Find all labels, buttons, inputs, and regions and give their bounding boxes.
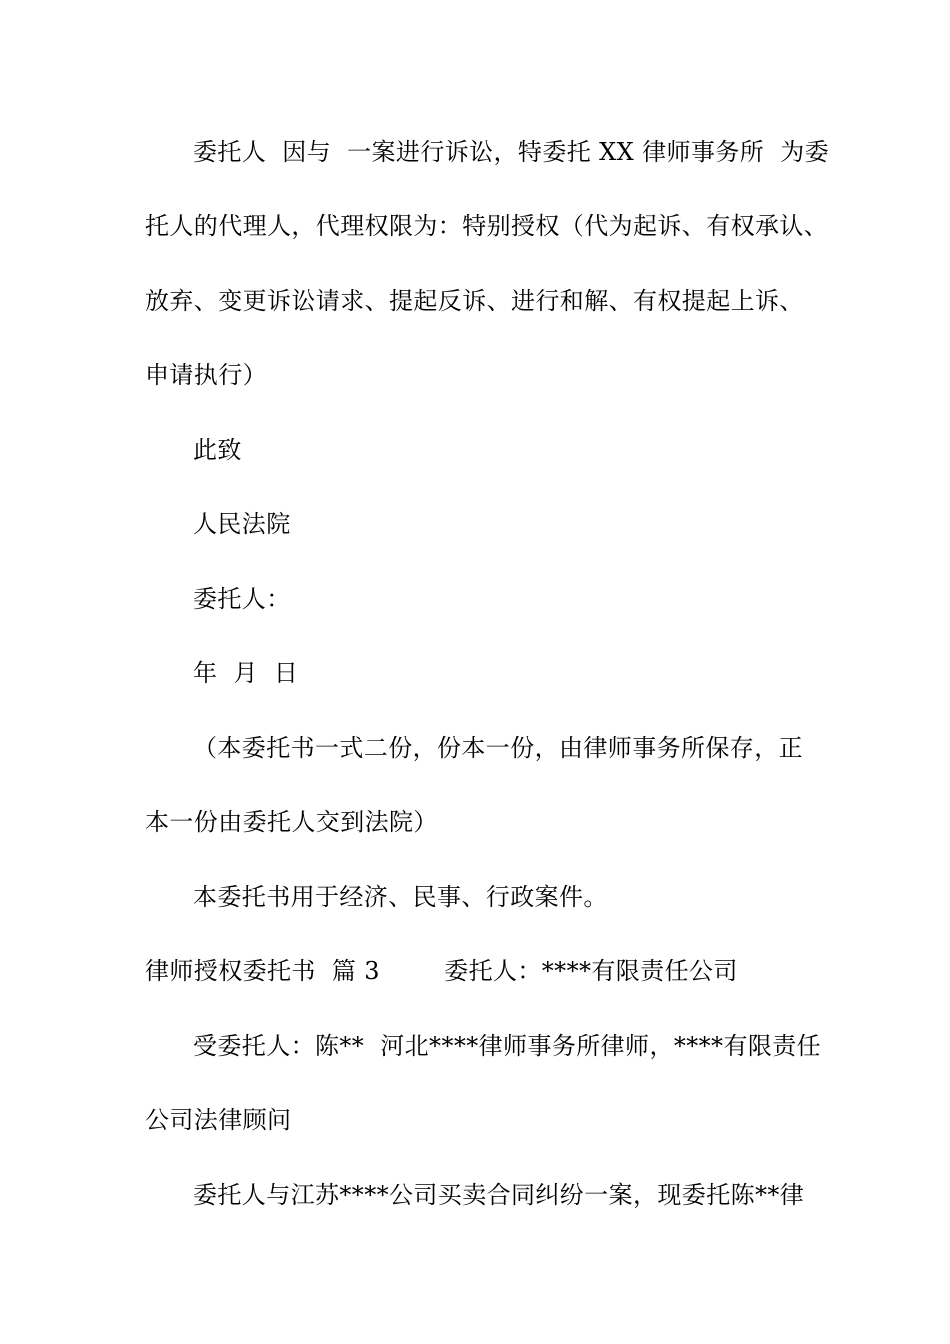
paragraph-line-4: 申请执行）	[145, 361, 267, 389]
salutation: 此致	[193, 436, 242, 464]
paragraph-line-1: 委托人 因与 一案进行诉讼，特委托 XX 律师事务所 为委	[193, 138, 830, 166]
usage-note: 本委托书用于经济、民事、行政案件。	[193, 883, 608, 911]
case-line: 委托人与江苏****公司买卖合同纠纷一案，现委托陈**律	[193, 1181, 805, 1209]
agent-line-2: 公司法律顾问	[145, 1106, 292, 1134]
section-heading: 律师授权委托书 篇 3 委托人：****有限责任公司	[145, 957, 738, 985]
agent-line-1: 受委托人：陈** 河北****律师事务所律师，****有限责任	[193, 1032, 822, 1060]
note-line-1: （本委托书一式二份，份本一份，由律师事务所保存，正	[193, 734, 803, 762]
paragraph-line-2: 托人的代理人，代理权限为：特别授权（代为起诉、有权承认、	[145, 212, 829, 240]
court-name: 人民法院	[193, 510, 291, 538]
date-line: 年 月 日	[193, 659, 299, 687]
note-line-2: 本一份由委托人交到法院）	[145, 808, 438, 836]
principal-label: 委托人：	[193, 585, 291, 613]
paragraph-line-3: 放弃、变更诉讼请求、提起反诉、进行和解、有权提起上诉、	[145, 287, 804, 315]
